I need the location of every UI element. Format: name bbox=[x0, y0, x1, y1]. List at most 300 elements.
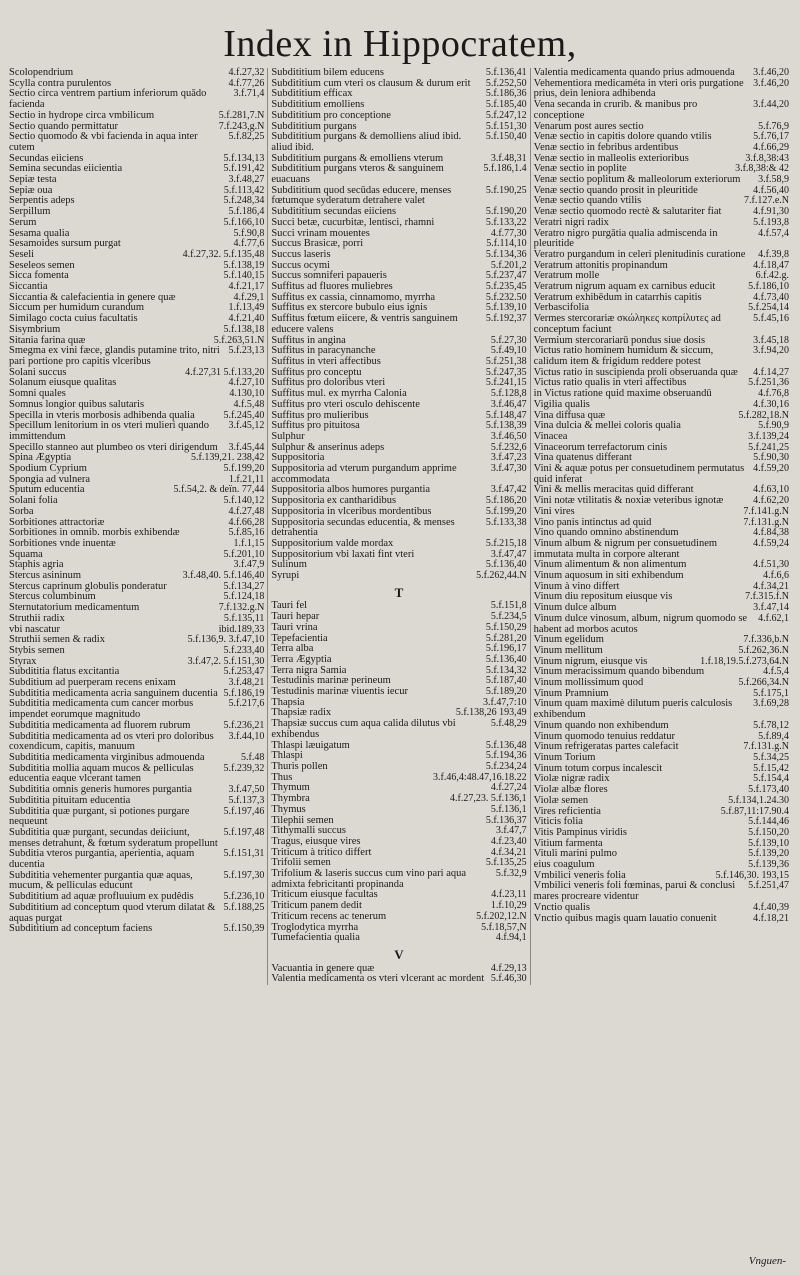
entry-reference: 5.f.134,1.24.30 bbox=[728, 794, 789, 806]
entry-reference: 3.f.46,47 bbox=[490, 398, 527, 410]
entry-term: Vacuantia in genere quæ bbox=[271, 962, 375, 974]
entry-reference: 5.f.188,25 bbox=[223, 901, 265, 913]
entry-term: Subdititium bilem educens bbox=[271, 67, 384, 78]
entry-term: Venæ sectio in capitis dolore quando vtilis bbox=[533, 131, 712, 143]
index-entry bbox=[534, 314, 789, 335]
entry-reference: 5.f.252,50 bbox=[485, 77, 527, 89]
entry-reference: 5.f.18,57,N bbox=[481, 921, 527, 933]
entry-reference: 4.f.39,8 bbox=[758, 248, 789, 260]
entry-term: Veratrum attonitis propinandum bbox=[533, 259, 668, 271]
entry-reference: 4.f.29,13 bbox=[490, 962, 527, 974]
entry-reference: 5.f.263,51.N bbox=[213, 334, 265, 346]
index-entry bbox=[9, 346, 264, 367]
entry-reference: 5.f.48 bbox=[240, 752, 265, 763]
entry-reference: 3.f.47,7:10 bbox=[483, 696, 527, 708]
entry-term: Vituli marini pulmo bbox=[533, 848, 618, 860]
entry-term: Sitania farina quæ bbox=[9, 334, 86, 346]
entry-reference: 3.f.44,10 bbox=[228, 730, 265, 742]
entry-term: Styrax bbox=[9, 655, 37, 667]
entry-reference: 3.f.94,20 bbox=[753, 345, 789, 357]
index-entry bbox=[9, 807, 264, 828]
entry-term: Thlaspi læuigatum bbox=[271, 739, 350, 751]
entry-reference: 4.f.62,1 bbox=[758, 612, 789, 624]
entry-reference: 7.f.141.g.N bbox=[743, 505, 789, 517]
entry-reference: 4.f.27,32. 5.f.135,48 bbox=[182, 248, 265, 260]
index-entry bbox=[9, 699, 264, 720]
entry-term: Vinaceorum terrefactorum cinis bbox=[533, 441, 668, 453]
entry-term: Squama bbox=[9, 548, 43, 560]
index-entry bbox=[9, 507, 264, 518]
entry-reference: 5.f.140,12 bbox=[223, 495, 265, 507]
entry-reference: 5.f.133,22 bbox=[485, 216, 527, 228]
entry-term: Serpillum bbox=[9, 206, 51, 218]
entry-term: Vmbilici veneris foli fœminas, parui & conclusi mares procreare videntur bbox=[533, 880, 736, 903]
entry-reference: 3.f.46,50 bbox=[490, 430, 527, 442]
entry-term: Sulphur & anserinus adeps bbox=[271, 441, 385, 453]
entry-reference: 5.f.253,47 bbox=[223, 666, 265, 678]
entry-reference: 5.f.247,12 bbox=[485, 109, 527, 121]
entry-reference: 5.f.85,16 bbox=[228, 527, 265, 539]
entry-reference: 3.f.45,44 bbox=[228, 441, 265, 453]
entry-reference: 5.f.89,4 bbox=[758, 730, 789, 742]
entry-term: Subdititia quæ purgant, secundas deiiciunt, menses detrahunt, & fœtum syderatum propellunt bbox=[9, 826, 218, 849]
entry-reference: 5.f.173,40 bbox=[748, 784, 789, 796]
entry-reference: 4.f.94,1 bbox=[495, 932, 527, 944]
index-column-left bbox=[6, 68, 267, 985]
index-entry bbox=[271, 794, 526, 805]
entry-term: Triticum recens ac tenerum bbox=[271, 910, 387, 922]
entry-term: Suffitus pro mulieribus bbox=[271, 409, 369, 421]
entry-term: Triticum panem dedit bbox=[271, 900, 362, 912]
entry-term: Siccantia bbox=[9, 281, 48, 293]
entry-reference: 4.f.14,27 bbox=[753, 366, 789, 378]
index-entry bbox=[271, 869, 526, 890]
entry-term: Subdititia medicamenta ad os vteri pro doloribus coxendicum, capitis, manuum bbox=[9, 730, 214, 753]
entry-term: Vires reficientia bbox=[533, 805, 601, 817]
entry-reference: 3.f.47,30 bbox=[490, 463, 527, 475]
entry-term: Sorbitiones vnde inuentæ bbox=[9, 537, 116, 549]
entry-reference: 4.f.57,4 bbox=[758, 227, 789, 239]
entry-term: Terra Ægyptia bbox=[271, 653, 332, 665]
entry-reference: 3.f.47,47 bbox=[490, 548, 527, 560]
entry-term: Violæ albæ flores bbox=[533, 784, 608, 796]
entry-reference: 4.f.27,23. 5.f.136,1 bbox=[449, 793, 527, 805]
entry-term: Thlaspi bbox=[271, 750, 303, 762]
entry-term: Suffitus in angina bbox=[271, 334, 346, 346]
index-entry bbox=[9, 871, 264, 892]
entry-reference: 5.f.236,10 bbox=[223, 891, 265, 903]
entry-term: Subdititia medicamenta ad fluorem rubrum bbox=[9, 719, 191, 731]
index-entry bbox=[534, 229, 789, 250]
entry-reference: 5.f.239,32 bbox=[223, 762, 265, 774]
index-entry bbox=[9, 218, 264, 229]
entry-term: Vinum quam maximè dilutum pueris calculosis exhibendum bbox=[533, 698, 733, 721]
entry-reference: 4.f.84,38 bbox=[753, 527, 789, 539]
entry-term: Suffitus pro doloribus vteri bbox=[271, 377, 386, 389]
entry-term: Vinum dulce album bbox=[533, 602, 617, 614]
entry-term: Vinum album & nigrum per consuetudinem immutata multa in corpore alterant bbox=[533, 537, 718, 560]
entry-term: Thus bbox=[271, 771, 293, 783]
entry-reference: 5.f.266,34.N bbox=[738, 677, 789, 689]
entry-term: Subditium ad puerperam recens enixam bbox=[9, 677, 176, 689]
entry-reference: 5.f.34,25 bbox=[753, 752, 789, 763]
index-entry bbox=[534, 796, 789, 807]
index-entry bbox=[271, 912, 526, 923]
entry-term: Thuris pollen bbox=[271, 761, 328, 772]
entry-term: Victus ratio in suscipienda proli obseruanda quæ bbox=[533, 366, 738, 378]
index-entry bbox=[9, 614, 264, 625]
entry-term: Seseleos semen bbox=[9, 259, 75, 271]
entry-reference: 5.f.237,47 bbox=[485, 270, 527, 282]
entry-reference: 5.f.136,1 bbox=[490, 803, 527, 815]
entry-term: Suppositoria ex cantharidibus bbox=[271, 495, 397, 507]
entry-reference: 5.f.82,25 bbox=[228, 131, 265, 143]
entry-reference: 5.f.190,25 bbox=[485, 184, 527, 196]
entry-term: Subdititium purgans & emolliens vterum bbox=[271, 152, 444, 164]
entry-reference: 5.f.234,24 bbox=[485, 761, 527, 772]
entry-term: Specillum lenitorium in os vteri mulieri quando immittendum bbox=[9, 420, 210, 442]
index-entry bbox=[534, 507, 789, 518]
index-entry bbox=[534, 346, 789, 367]
entry-term: Semina secundas eiicientia bbox=[9, 163, 123, 175]
entry-reference: 5.f.151,8 bbox=[490, 600, 527, 612]
index-entry bbox=[534, 903, 789, 914]
entry-reference: 5.f.45,16 bbox=[753, 313, 789, 325]
index-entry bbox=[534, 614, 789, 635]
entry-term: Succus somniferi papaueris bbox=[271, 270, 387, 282]
index-entry bbox=[271, 623, 526, 634]
entry-reference: 5.f.186,20 bbox=[485, 495, 527, 507]
entry-term: Suffitus ex stercore bubulo eius ignis bbox=[271, 302, 428, 314]
entry-term: Triticum eiusque facultas bbox=[271, 889, 378, 901]
entry-term: Vino panis intinctus ad quid bbox=[533, 516, 652, 528]
entry-term: Venæ sectio in malleolis exterioribus bbox=[533, 152, 689, 164]
entry-term: Stercus asininum bbox=[9, 570, 82, 582]
entry-reference: 5.f.154,4 bbox=[753, 773, 789, 785]
entry-reference: 5.f.187,40 bbox=[485, 675, 527, 687]
entry-reference: 4.f.66,29 bbox=[753, 141, 789, 153]
entry-reference: 5.f.139,21. 238,42 bbox=[190, 452, 265, 464]
entry-reference: 5.f.128,8 bbox=[490, 388, 527, 400]
entry-reference: 5.f.236,21 bbox=[223, 719, 265, 731]
entry-reference: 5.f.139,36 bbox=[748, 859, 789, 871]
entry-term: Subdititia medicamenta acria sanguinem ducentia bbox=[9, 687, 218, 699]
entry-term: Subdititium pro conceptione bbox=[271, 109, 391, 121]
entry-reference: 4.f.30,16 bbox=[753, 398, 789, 410]
entry-term: Testudinis marinæ viuentis iecur bbox=[271, 686, 408, 698]
entry-term: Thapsiæ radix bbox=[271, 707, 332, 719]
entry-term: Sulphur bbox=[271, 430, 305, 442]
entry-reference: 5.f.241,25 bbox=[748, 441, 789, 453]
index-entry bbox=[271, 218, 526, 229]
entry-reference: 4.130,10 bbox=[229, 388, 265, 400]
entry-term: Suppositorium vbi laxati fint vteri bbox=[271, 548, 415, 560]
entry-term: Syrupi bbox=[271, 570, 300, 582]
entry-term: Vermium stercorariarū pondus siue dosis bbox=[533, 334, 706, 346]
entry-term: Venæ sectio in febribus ardentibus bbox=[533, 141, 679, 153]
entry-reference: 4.f.73,40 bbox=[753, 291, 789, 303]
entry-reference: 5.f.113,42 bbox=[223, 184, 265, 196]
entry-term: Thapsiæ succus cum aqua calida dilutus vbi exhibendus bbox=[271, 718, 456, 740]
index-entry bbox=[534, 100, 789, 121]
entry-reference: 5.f.136,9. 3.f.47,10 bbox=[187, 634, 265, 646]
index-entry bbox=[271, 186, 526, 207]
entry-reference: 5.f.166,10 bbox=[223, 216, 265, 228]
entry-term: Vinum Torium bbox=[533, 752, 596, 763]
entry-term: Sulinum bbox=[271, 559, 307, 571]
index-entry bbox=[271, 164, 526, 185]
entry-term: Vnctio qualis bbox=[533, 901, 590, 913]
entry-reference: 5.f.251,38 bbox=[485, 355, 527, 367]
entry-term: Subdititium emolliens bbox=[271, 99, 365, 111]
index-entry bbox=[9, 764, 264, 785]
entry-reference: 5.f.136,41 bbox=[485, 67, 527, 78]
entry-term: Staphis agria bbox=[9, 559, 64, 571]
index-entry bbox=[9, 732, 264, 753]
index-entry bbox=[271, 719, 526, 740]
entry-reference: 5.f.27,30 bbox=[490, 334, 527, 346]
entry-term: Trifolii semen bbox=[271, 857, 331, 869]
index-entry bbox=[9, 903, 264, 924]
entry-term: Tumefacientia qualia bbox=[271, 932, 360, 944]
entry-term: Sorbitiones attractoriæ bbox=[9, 516, 105, 528]
entry-term: Siccum per humidum curandum bbox=[9, 302, 145, 314]
entry-reference: 5.f.217,6 bbox=[228, 698, 265, 710]
entry-term: Specilla in vteris morbosis adhibenda qualia bbox=[9, 409, 195, 421]
entry-term: Terra alba bbox=[271, 643, 314, 655]
index-entry bbox=[534, 881, 789, 902]
entry-reference: 5.f.189,20 bbox=[485, 686, 527, 698]
entry-term: Scylla contra purulentos bbox=[9, 77, 112, 89]
entry-reference: 3.f.48,21 bbox=[228, 677, 265, 689]
entry-term: Tauri hepar bbox=[271, 611, 320, 623]
entry-term: Vina quatenus differant bbox=[533, 452, 632, 464]
entry-reference: 5.f.254,14 bbox=[748, 302, 789, 314]
index-entry bbox=[271, 974, 526, 985]
entry-term: Suffitus ad fluores muliebres bbox=[271, 281, 393, 293]
entry-reference: 3.f.48,27 bbox=[228, 174, 265, 186]
entry-term: Vinacea bbox=[533, 430, 568, 442]
entry-term: Venæ sectio quando vtilis bbox=[533, 195, 642, 207]
entry-reference: 1.f.13,49 bbox=[228, 302, 265, 314]
entry-reference: 5.f.87,11:17.90.4 bbox=[720, 805, 789, 817]
entry-term: Tauri vrina bbox=[271, 621, 318, 633]
section-letter-t: T bbox=[394, 584, 404, 600]
index-entry bbox=[9, 828, 264, 849]
entry-reference: 5.f.138,39 bbox=[485, 420, 527, 432]
index-entry bbox=[534, 432, 789, 443]
entry-reference: 5.f.185,40 bbox=[485, 99, 527, 111]
entry-term: Vino quando omnino abstinendum bbox=[533, 527, 679, 539]
entry-reference: 5.f.251,47 bbox=[748, 880, 789, 892]
entry-reference: 5.f.49,10 bbox=[490, 345, 527, 357]
entry-reference: 5.f.197,30 bbox=[223, 869, 265, 881]
entry-term: Subdititia omnis generis humores purgantia bbox=[9, 784, 192, 796]
entry-term: Suppositoria secundas educentia, & menses detrahentia bbox=[271, 516, 455, 539]
entry-term: Thymum bbox=[271, 782, 310, 794]
entry-reference: 4.f.5,4 bbox=[763, 666, 789, 678]
index-entry bbox=[9, 325, 264, 336]
entry-term: Tithymalli succus bbox=[271, 825, 346, 837]
index-entry bbox=[271, 464, 526, 485]
entry-term: Spodium Cyprium bbox=[9, 463, 87, 475]
entry-term: Vina dulcia & mellei coloris qualia bbox=[533, 420, 681, 432]
entry-term: Thapsia bbox=[271, 696, 305, 708]
entry-reference: 3.f.47,14 bbox=[753, 602, 789, 614]
index-entry bbox=[271, 432, 526, 443]
entry-term: Valentia medicamenta os vteri vlcerant ac mordent bbox=[271, 973, 485, 985]
entry-reference: 4.f.40,39 bbox=[753, 901, 789, 913]
entry-reference: 5.f.138,18 bbox=[223, 323, 265, 335]
entry-term: Sectio quomodo & vbi facienda in aqua inter cutem bbox=[9, 131, 198, 153]
entry-term: Veratri nigri radix bbox=[533, 216, 609, 228]
entry-reference: 4.f.23,40 bbox=[490, 835, 527, 847]
entry-reference: 3.f.71,4 bbox=[233, 88, 265, 100]
entry-term: Sectio quando permittatur bbox=[9, 120, 119, 132]
entry-term: Subdititium cum vteri os clausum & durum erit bbox=[271, 77, 471, 89]
entry-term: Veratrum exhibēdum in catarrhis capitis bbox=[533, 291, 702, 303]
index-entry bbox=[534, 400, 789, 411]
entry-reference: 1.f.10,29 bbox=[490, 900, 527, 912]
entry-reference: 3.f.44,20 bbox=[753, 99, 789, 111]
entry-term: Solani succus bbox=[9, 366, 67, 378]
entry-reference: 1.f.21,11 bbox=[228, 473, 265, 485]
entry-term: Succi betæ, cucurbitæ, lentisci, rhamni bbox=[271, 216, 435, 228]
entry-reference: 5.f.78,12 bbox=[753, 719, 789, 731]
entry-reference: 7.f.243,g.N bbox=[218, 120, 265, 132]
entry-term: Vinum meracissimum quando bibendum bbox=[533, 666, 705, 678]
entry-reference: 4.f.18,47 bbox=[753, 259, 789, 271]
entry-reference: 5.f.247,35 bbox=[485, 366, 527, 378]
entry-reference: ibid.189,33 bbox=[218, 623, 265, 635]
entry-term: Suffitus ex cassia, cinnamomo, myrrha bbox=[271, 291, 436, 303]
entry-reference: 5.f.248,34 bbox=[223, 195, 265, 207]
entry-reference: 4.f.34,21 bbox=[490, 846, 527, 858]
entry-reference: 5.f.15,42 bbox=[753, 762, 789, 774]
entry-reference: 5.f.262,36.N bbox=[738, 644, 789, 656]
entry-reference: 5.f.137,3 bbox=[228, 794, 265, 806]
entry-reference: 3.f.47,9 bbox=[233, 559, 265, 571]
entry-term: Similago cocta cuius facultatis bbox=[9, 313, 138, 325]
entry-reference: 5.f.134,27 bbox=[223, 580, 265, 592]
entry-term: Solani folia bbox=[9, 495, 58, 507]
entry-term: Trifolium & laseris succus cum vino pari aqua admixta febricitanti propinanda bbox=[271, 868, 467, 890]
entry-reference: 5.f.148,47 bbox=[485, 409, 527, 421]
entry-reference: 5.f.48,29 bbox=[490, 718, 527, 730]
entry-reference: 4.f.23,11 bbox=[491, 889, 527, 901]
entry-reference: 4.f.27,31 5.f.133,20 bbox=[185, 366, 265, 378]
entry-reference: 5.f.139,10 bbox=[485, 302, 527, 314]
entry-reference: 4.f.29,1 bbox=[233, 291, 265, 303]
entry-term: Specillo stanneo aut plumbeo os vteri dirigendum bbox=[9, 441, 218, 453]
entry-term: Sesama qualia bbox=[9, 227, 70, 239]
entry-term: Vini & aquæ potus per consuetudinem permutatus quid inferat bbox=[533, 463, 745, 485]
entry-term: Suppositoria albos humores purgantia bbox=[271, 484, 431, 496]
entry-reference: 3.f.47,7 bbox=[495, 825, 527, 837]
index-entry bbox=[271, 400, 526, 411]
entry-term: Subdititium efficax bbox=[271, 88, 353, 100]
entry-reference: 3.f.47,23 bbox=[490, 452, 527, 464]
entry-reference: 5.f.175,1 bbox=[753, 687, 789, 699]
entry-reference: 5.f.197,46 bbox=[223, 805, 265, 817]
entry-term: Vitium farmenta bbox=[533, 837, 603, 849]
entry-term: Struthii radix bbox=[9, 612, 65, 624]
entry-term: Sectio circa ventrem partium inferiorum quādo facienda bbox=[9, 88, 207, 111]
entry-reference: 3.f.46,4:48.47,16.18.22 bbox=[433, 771, 527, 783]
index-column-right bbox=[530, 68, 792, 985]
entry-reference: 3.f.47,50 bbox=[228, 784, 265, 796]
entry-reference: 5.f.190,20 bbox=[485, 206, 527, 218]
entry-reference: 7.f.131.g.N bbox=[743, 516, 789, 528]
index-column-middle bbox=[267, 68, 529, 985]
entry-term: Sepiæ oua bbox=[9, 184, 53, 196]
entry-term: Vinum totum corpus incalescit bbox=[533, 762, 663, 774]
entry-reference: 4.f.27,24 bbox=[490, 782, 527, 794]
entry-reference: 5.f.32,9 bbox=[495, 868, 527, 880]
entry-term: Vini notæ vtilitatis & noxiæ veteribus ignotæ bbox=[533, 495, 724, 507]
entry-term: Serpentis adeps bbox=[9, 195, 75, 207]
entry-term: Subdititium ad aquæ profluuium ex pudêdis bbox=[9, 891, 194, 903]
index-entry bbox=[271, 518, 526, 539]
entry-reference: 5.f.46,30 bbox=[490, 973, 527, 985]
entry-term: Subdititium secundas eiiciens bbox=[271, 206, 397, 218]
entry-reference: 5.f.186,1.4 bbox=[483, 163, 527, 175]
index-entry bbox=[9, 849, 264, 870]
entry-reference: 5.f.144,46 bbox=[748, 816, 789, 828]
entry-term: Stercus columbinum bbox=[9, 591, 96, 603]
entry-reference: 5.f.54,2. & deïn. 77,44 bbox=[173, 484, 265, 496]
page-title: Index in Hippocratem, bbox=[223, 23, 577, 65]
entry-term: Thymbra bbox=[271, 793, 310, 805]
entry-reference: 5.f.282,18.N bbox=[738, 409, 789, 421]
entry-term: Succus ocymi bbox=[271, 259, 330, 271]
entry-reference: 5.f.235,45 bbox=[485, 281, 527, 293]
entry-reference: 4.f.6,6 bbox=[763, 570, 789, 582]
index-entry bbox=[9, 721, 264, 732]
index-entry bbox=[534, 79, 789, 100]
entry-term: Sternutatorium medicamentum bbox=[9, 602, 140, 614]
index-entry bbox=[271, 507, 526, 518]
entry-reference: 5.f.135,11 bbox=[223, 612, 265, 624]
entry-term: Somnus longior quibus salutaris bbox=[9, 398, 145, 410]
entry-reference: 4.f.5,48 bbox=[233, 398, 265, 410]
index-entry bbox=[534, 539, 789, 560]
section-letter-v: V bbox=[394, 946, 404, 962]
entry-reference: 5.f.124,18 bbox=[223, 591, 265, 603]
entry-reference: 5.f.245,40 bbox=[223, 409, 265, 421]
entry-reference: 5.f.199,20 bbox=[485, 505, 527, 517]
entry-reference: 6.f.42.g. bbox=[755, 270, 789, 282]
index-entry bbox=[9, 132, 264, 153]
index-entry bbox=[271, 314, 526, 335]
entry-term: Vinum à vino differt bbox=[533, 580, 620, 592]
entry-reference: 3.f.139,24 bbox=[748, 430, 789, 442]
catchword: Vnguen- bbox=[748, 1255, 786, 1267]
entry-term: Suffitus pro pituitosa bbox=[271, 420, 360, 432]
entry-reference: 5.f.186,36 bbox=[485, 88, 527, 100]
index-entry bbox=[9, 89, 264, 110]
entry-term: Veratrum molle bbox=[533, 270, 600, 282]
entry-term: Smegma ex vini fæce, glandis putamine trito, nitri pari portione pro capitis vlceribus bbox=[9, 345, 220, 367]
entry-term: Solanum eiusque qualitas bbox=[9, 377, 117, 389]
entry-term: Sicca fomenta bbox=[9, 270, 69, 282]
entry-term: Succi vrinam mouentes bbox=[271, 227, 370, 239]
entry-term: vbi nascatur bbox=[9, 623, 61, 635]
entry-reference: 7.f.131.g.N bbox=[743, 741, 789, 753]
entry-reference: 5.f.90,30 bbox=[753, 452, 789, 464]
entry-reference: 5.f.136,37 bbox=[485, 814, 527, 826]
entry-term: Vinum egelidum bbox=[533, 634, 604, 646]
